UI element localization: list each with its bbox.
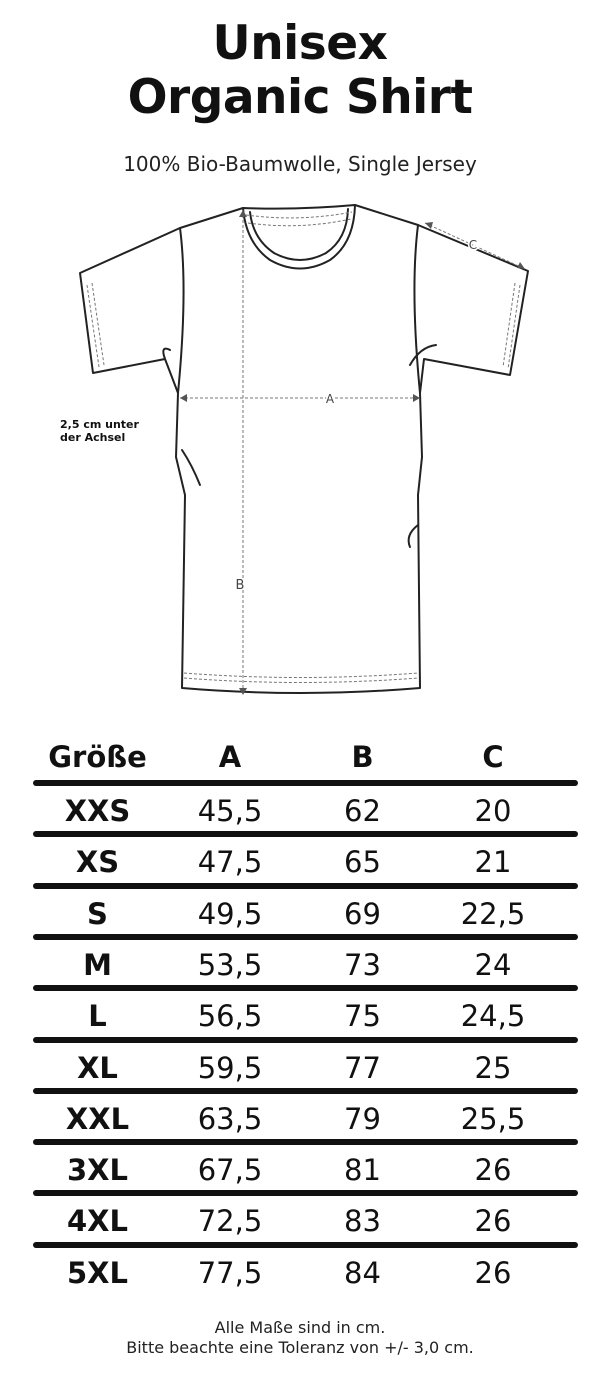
a-cell: 56,5 — [197, 999, 263, 1034]
table-row — [0, 1094, 600, 1145]
header-b: B — [351, 740, 374, 774]
size-cell: XXS — [64, 794, 131, 828]
a-cell: 67,5 — [197, 1153, 263, 1188]
c-cell: 22,5 — [460, 896, 526, 931]
armpit-note-line-2: der Achsel — [60, 431, 126, 444]
b-cell: 84 — [344, 1255, 381, 1290]
footer-tolerance-note: Bitte beachte eine Toleranz von +/- 3,0 cm. — [126, 1338, 474, 1357]
a-cell: 47,5 — [197, 845, 263, 880]
header-a: A — [218, 740, 242, 774]
b-cell: 81 — [344, 1153, 381, 1188]
measure-label-b: B — [235, 578, 245, 593]
table-row — [0, 1248, 600, 1299]
size-cell: M — [83, 947, 112, 982]
c-cell: 25,5 — [460, 1101, 526, 1136]
table-row — [0, 1196, 600, 1247]
shirt-diagram — [0, 195, 600, 720]
b-cell: 73 — [344, 947, 381, 982]
a-cell: 45,5 — [197, 794, 263, 828]
table-row — [0, 786, 600, 837]
b-cell: 69 — [344, 896, 381, 931]
armpit-note-line-1: 2,5 cm unter — [60, 418, 139, 431]
size-cell: XL — [77, 1050, 118, 1085]
a-cell: 77,5 — [197, 1255, 263, 1290]
size-cell: 3XL — [66, 1153, 129, 1188]
footer-units-note: Alle Maße sind in cm. — [214, 1318, 386, 1337]
material-subtitle: 100% Bio-Baumwolle, Single Jersey — [123, 152, 477, 176]
table-row — [0, 1145, 600, 1196]
c-cell: 20 — [474, 794, 512, 828]
shirt-outline — [80, 205, 528, 693]
c-cell: 24 — [474, 947, 512, 982]
header-size: Größe — [48, 740, 147, 774]
size-cell: 5XL — [66, 1255, 129, 1290]
c-cell: 26 — [474, 1204, 512, 1239]
table-row — [0, 889, 600, 940]
table-row — [0, 837, 600, 888]
b-cell: 65 — [344, 845, 381, 880]
size-cell: S — [87, 896, 108, 931]
header-c: C — [482, 740, 504, 774]
a-cell: 63,5 — [197, 1101, 263, 1136]
b-cell: 62 — [344, 794, 381, 828]
a-cell: 72,5 — [197, 1204, 263, 1239]
a-cell: 49,5 — [197, 896, 263, 931]
b-cell: 75 — [344, 999, 381, 1034]
c-cell: 21 — [474, 845, 512, 880]
table-row — [0, 940, 600, 991]
c-cell: 24,5 — [460, 999, 526, 1034]
a-cell: 59,5 — [197, 1050, 263, 1085]
b-cell: 79 — [344, 1101, 381, 1136]
size-cell: XS — [75, 845, 120, 880]
page-title-line-1: Unisex — [212, 16, 388, 71]
a-cell: 53,5 — [197, 947, 263, 982]
b-cell: 77 — [344, 1050, 381, 1085]
table-row — [0, 1043, 600, 1094]
size-cell: L — [88, 999, 107, 1034]
size-cell: XXL — [65, 1101, 130, 1136]
measure-label-a: A — [325, 392, 335, 406]
measure-label-c: C — [468, 238, 478, 252]
c-cell: 25 — [474, 1050, 512, 1085]
size-cell: 4XL — [66, 1204, 129, 1239]
page-title-line-2: Organic Shirt — [127, 70, 473, 125]
c-cell: 26 — [474, 1255, 512, 1290]
b-cell: 83 — [344, 1204, 381, 1239]
c-cell: 26 — [474, 1153, 512, 1188]
table-row — [0, 991, 600, 1042]
armpit-measure-note — [60, 418, 139, 444]
